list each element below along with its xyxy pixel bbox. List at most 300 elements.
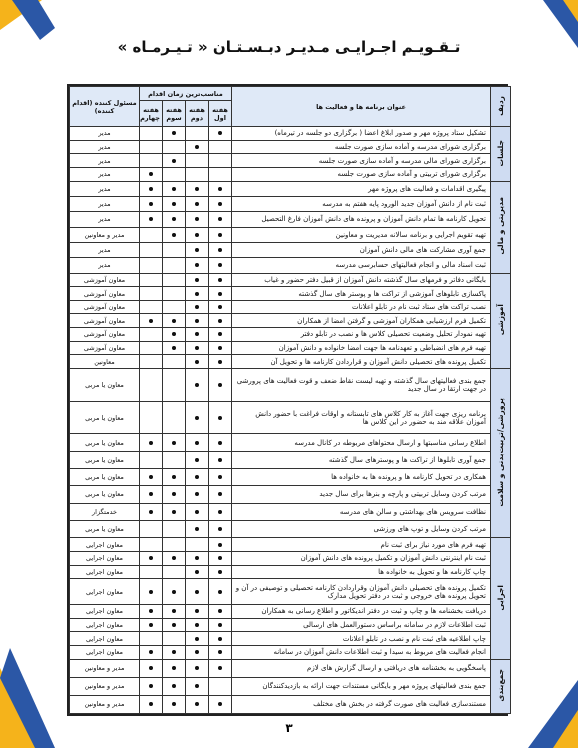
week-2-cell	[186, 503, 209, 520]
week-4-cell	[140, 695, 163, 713]
responsible-cell: مدیر و معاونین	[70, 659, 140, 677]
scheduled-dot-icon	[218, 650, 222, 654]
week-4-cell	[140, 287, 163, 301]
activity-cell: جمع آوری مشارکت های مالی دانش آموزان	[232, 242, 491, 257]
week-3-cell	[163, 451, 186, 468]
scheduled-dot-icon	[218, 702, 222, 706]
activity-cell: جمع بندی فعالیتهای پروژه مهر و بایگانی مستندات جهت ارائه به بازدیدکنندگان	[232, 677, 491, 695]
activity-cell: مرتب کردن وسایل تربیتی و پارچه و بنرها برای سال جدید	[232, 486, 491, 503]
week-4-cell	[140, 538, 163, 552]
week-1-cell	[209, 227, 232, 242]
responsible-cell: مدیر	[70, 258, 140, 273]
scheduled-dot-icon	[218, 609, 222, 613]
responsible-cell: معاون یا مربی	[70, 451, 140, 468]
week-3-cell	[163, 469, 186, 486]
table-row	[70, 341, 511, 355]
week-1-cell	[209, 314, 232, 328]
week-3-cell	[163, 520, 186, 537]
week-1-cell	[209, 451, 232, 468]
scheduled-dot-icon	[149, 609, 153, 613]
bottom-right-decoration	[518, 680, 578, 748]
responsible-cell: معاون آموزشی	[70, 314, 140, 328]
scheduled-dot-icon	[195, 556, 199, 560]
week-3-cell	[163, 154, 186, 168]
responsible-cell: مدیر	[70, 127, 140, 141]
scheduled-dot-icon	[195, 360, 199, 364]
responsible-cell: معاون آموزشی	[70, 273, 140, 287]
table-row	[70, 287, 511, 301]
scheduled-dot-icon	[172, 202, 176, 206]
week-3-cell	[163, 618, 186, 632]
week-2-cell	[186, 227, 209, 242]
week-4-cell	[140, 632, 163, 646]
week-2-cell	[186, 520, 209, 537]
week-2-cell	[186, 469, 209, 486]
week-3-cell	[163, 695, 186, 713]
week-2-cell	[186, 181, 209, 196]
header-time-group: مناسب‌ترین زمان اقدام	[140, 87, 232, 101]
table-row	[70, 196, 511, 211]
week-2-cell	[186, 434, 209, 451]
scheduled-dot-icon	[195, 217, 199, 221]
scheduled-dot-icon	[172, 702, 176, 706]
scheduled-dot-icon	[172, 233, 176, 237]
category-label: پرورشی/تربیت‌بدنی و سلامت	[491, 369, 511, 538]
scheduled-dot-icon	[195, 492, 199, 496]
week-3-cell	[163, 140, 186, 154]
week-4-cell	[140, 579, 163, 605]
week-1-cell	[209, 242, 232, 257]
table-row	[70, 503, 511, 520]
scheduled-dot-icon	[195, 609, 199, 613]
week-1-cell	[209, 695, 232, 713]
week-3-cell	[163, 328, 186, 342]
week-2-cell	[186, 645, 209, 659]
week-2-cell	[186, 242, 209, 257]
week-1-cell	[209, 503, 232, 520]
responsible-cell: معاون اجرایی	[70, 538, 140, 552]
activity-cell: تهیه تقویم اجرایی و برنامه سالانه مدیریت و معاونین	[232, 227, 491, 242]
week-2-cell	[186, 167, 209, 181]
scheduled-dot-icon	[172, 666, 176, 670]
week-3-cell	[163, 287, 186, 301]
activity-cell: ثبت اطلاعات لازم در سامانه براساس دستورالعمل های ارسالی	[232, 618, 491, 632]
table-row	[70, 369, 511, 402]
activity-cell: ثبت نام اینترنتی دانش آموزان و تکمیل پرونده های دانش آموزان	[232, 551, 491, 565]
table-row	[70, 538, 511, 552]
scheduled-dot-icon	[218, 441, 222, 445]
week-1-cell	[209, 273, 232, 287]
table-row	[70, 604, 511, 618]
activity-cell: تهیه نمودار تحلیل وضعیت تحصیلی کلاس ها و نصب در تابلو دفتر	[232, 328, 491, 342]
scheduled-dot-icon	[149, 172, 153, 176]
week-1-cell	[209, 565, 232, 579]
activity-cell: همکاری در تحویل کارنامه ها و پرونده ها به خانواده ها	[232, 469, 491, 486]
scheduled-dot-icon	[218, 416, 222, 420]
week-3-cell	[163, 551, 186, 565]
week-4-cell	[140, 181, 163, 196]
header-week-1: هفته اول	[209, 101, 232, 127]
week-4-cell	[140, 355, 163, 369]
header-week-3: هفته سوم	[163, 101, 186, 127]
table-row	[70, 401, 511, 434]
week-3-cell	[163, 434, 186, 451]
scheduled-dot-icon	[195, 637, 199, 641]
week-2-cell	[186, 355, 209, 369]
responsible-cell: معاون آموزشی	[70, 300, 140, 314]
activity-cell: تهیه فرم های مورد نیاز برای ثبت نام	[232, 538, 491, 552]
activity-cell: جمع بندی فعالیتهای سال گذشته و تهیه لیست نقاط ضعف و قوت فعالیت های پرورشی در جهت ارتقا در سال جدید	[232, 369, 491, 402]
week-1-cell	[209, 287, 232, 301]
responsible-cell: معاون اجرایی	[70, 618, 140, 632]
week-1-cell	[209, 212, 232, 227]
scheduled-dot-icon	[218, 510, 222, 514]
scheduled-dot-icon	[149, 217, 153, 221]
scheduled-dot-icon	[218, 217, 222, 221]
activity-cell: مستندسازی فعالیت های صورت گرفته در بخش های مختلف	[232, 695, 491, 713]
responsible-cell: معاون یا مربی	[70, 434, 140, 451]
week-4-cell	[140, 328, 163, 342]
table-row	[70, 677, 511, 695]
scheduled-dot-icon	[195, 292, 199, 296]
week-4-cell	[140, 604, 163, 618]
scheduled-dot-icon	[149, 684, 153, 688]
category-label: جمع‌بندی	[491, 659, 511, 713]
week-4-cell	[140, 341, 163, 355]
scheduled-dot-icon	[218, 233, 222, 237]
responsible-cell: معاون اجرایی	[70, 565, 140, 579]
week-3-cell	[163, 538, 186, 552]
activity-cell: برنامه ریزی جهت آغاز به کار کلاس های تابستانه و اوقات فراغت با حضور دانش آموزان علاقه مند به حضور در این کلاس ها	[232, 401, 491, 434]
scheduled-dot-icon	[195, 145, 199, 149]
week-4-cell	[140, 434, 163, 451]
scheduled-dot-icon	[149, 650, 153, 654]
week-4-cell	[140, 258, 163, 273]
responsible-cell: مدیر	[70, 212, 140, 227]
week-4-cell	[140, 154, 163, 168]
week-2-cell	[186, 486, 209, 503]
week-1-cell	[209, 181, 232, 196]
scheduled-dot-icon	[218, 319, 222, 323]
week-4-cell	[140, 677, 163, 695]
scheduled-dot-icon	[195, 383, 199, 387]
table-row	[70, 659, 511, 677]
week-4-cell	[140, 551, 163, 565]
week-4-cell	[140, 520, 163, 537]
week-1-cell	[209, 434, 232, 451]
scheduled-dot-icon	[218, 383, 222, 387]
week-1-cell	[209, 659, 232, 677]
scheduled-dot-icon	[195, 346, 199, 350]
table-row	[70, 520, 511, 537]
category-label: اجرایی	[491, 538, 511, 659]
header-week-4: هفته چهارم	[140, 101, 163, 127]
activity-cell: پاسخگویی به بخشنامه های دریافتی و ارسال گزارش های لازم	[232, 659, 491, 677]
scheduled-dot-icon	[218, 263, 222, 267]
activity-cell: چاپ اطلاعیه های ثبت نام و نصب در تابلو اعلانات	[232, 632, 491, 646]
week-2-cell	[186, 140, 209, 154]
scheduled-dot-icon	[218, 458, 222, 462]
responsible-cell: معاون اجرایی	[70, 604, 140, 618]
scheduled-dot-icon	[195, 570, 199, 574]
responsible-cell: معاونین	[70, 355, 140, 369]
scheduled-dot-icon	[218, 346, 222, 350]
table-row	[70, 242, 511, 257]
table-row	[70, 212, 511, 227]
responsible-cell: معاون آموزشی	[70, 341, 140, 355]
scheduled-dot-icon	[172, 492, 176, 496]
week-2-cell	[186, 287, 209, 301]
scheduled-dot-icon	[172, 332, 176, 336]
week-2-cell	[186, 212, 209, 227]
scheduled-dot-icon	[172, 346, 176, 350]
week-2-cell	[186, 328, 209, 342]
week-2-cell	[186, 196, 209, 211]
week-2-cell	[186, 451, 209, 468]
activity-cell: تشکیل ستاد پروژه مهر و صدور ابلاغ اعضا ( برگزاری دو جلسه در تیرماه)	[232, 127, 491, 141]
table-row	[70, 434, 511, 451]
responsible-cell: مدیر	[70, 154, 140, 168]
scheduled-dot-icon	[195, 332, 199, 336]
week-2-cell	[186, 604, 209, 618]
scheduled-dot-icon	[195, 702, 199, 706]
responsible-cell: معاون اجرایی	[70, 579, 140, 605]
week-2-cell	[186, 632, 209, 646]
scheduled-dot-icon	[149, 666, 153, 670]
week-1-cell	[209, 341, 232, 355]
week-1-cell	[209, 579, 232, 605]
week-1-cell	[209, 538, 232, 552]
table-row	[70, 300, 511, 314]
week-1-cell	[209, 369, 232, 402]
page-title: تـقـویـم اجـرایـی مـدیـر دبـسـتـان « تـیـرمـاه »	[117, 38, 461, 56]
week-1-cell	[209, 355, 232, 369]
responsible-cell: مدیر	[70, 181, 140, 196]
scheduled-dot-icon	[149, 492, 153, 496]
scheduled-dot-icon	[218, 292, 222, 296]
scheduled-dot-icon	[149, 187, 153, 191]
scheduled-dot-icon	[218, 556, 222, 560]
week-2-cell	[186, 695, 209, 713]
activity-cell: تحویل کارنامه ها تمام دانش آموزان و پرونده های دانش آموزان فارغ التحصیل	[232, 212, 491, 227]
table-row	[70, 154, 511, 168]
scheduled-dot-icon	[149, 441, 153, 445]
week-4-cell	[140, 242, 163, 257]
week-3-cell	[163, 341, 186, 355]
week-3-cell	[163, 369, 186, 402]
table-row	[70, 551, 511, 565]
week-4-cell	[140, 227, 163, 242]
week-4-cell	[140, 196, 163, 211]
week-4-cell	[140, 369, 163, 402]
week-4-cell	[140, 167, 163, 181]
week-3-cell	[163, 579, 186, 605]
week-3-cell	[163, 300, 186, 314]
scheduled-dot-icon	[218, 202, 222, 206]
week-3-cell	[163, 167, 186, 181]
table-row	[70, 469, 511, 486]
week-4-cell	[140, 451, 163, 468]
scheduled-dot-icon	[172, 159, 176, 163]
week-4-cell	[140, 273, 163, 287]
scheduled-dot-icon	[195, 416, 199, 420]
scheduled-dot-icon	[149, 202, 153, 206]
scheduled-dot-icon	[218, 543, 222, 547]
activity-cell: برگزاری شورای مدرسه و آماده سازی صورت جلسه	[232, 140, 491, 154]
week-1-cell	[209, 551, 232, 565]
scheduled-dot-icon	[172, 609, 176, 613]
week-3-cell	[163, 242, 186, 257]
week-4-cell	[140, 300, 163, 314]
scheduled-dot-icon	[195, 527, 199, 531]
week-1-cell	[209, 167, 232, 181]
category-label: جلسات	[491, 127, 511, 182]
responsible-cell: معاون اجرایی	[70, 645, 140, 659]
scheduled-dot-icon	[149, 319, 153, 323]
activity-cell: دریافت بخشنامه ها و چاپ و ثبت در دفتر اندیکاتور و اطلاع رسانی به همکاران	[232, 604, 491, 618]
activity-cell: برگزاری شورای تربیتی و آماده سازی صورت جلسه	[232, 167, 491, 181]
table-row	[70, 328, 511, 342]
scheduled-dot-icon	[195, 278, 199, 282]
week-4-cell	[140, 565, 163, 579]
week-1-cell	[209, 618, 232, 632]
week-4-cell	[140, 127, 163, 141]
week-4-cell	[140, 486, 163, 503]
scheduled-dot-icon	[218, 475, 222, 479]
week-3-cell	[163, 212, 186, 227]
week-3-cell	[163, 127, 186, 141]
scheduled-dot-icon	[172, 441, 176, 445]
week-2-cell	[186, 341, 209, 355]
week-1-cell	[209, 154, 232, 168]
week-2-cell	[186, 314, 209, 328]
table-row	[70, 258, 511, 273]
scheduled-dot-icon	[172, 131, 176, 135]
table-row	[70, 565, 511, 579]
scheduled-dot-icon	[195, 666, 199, 670]
scheduled-dot-icon	[218, 360, 222, 364]
activity-cell: اطلاع رسانی مناسبتها و ارسال محتواهای مربوطه در کانال مدرسه	[232, 434, 491, 451]
week-1-cell	[209, 632, 232, 646]
week-4-cell	[140, 140, 163, 154]
scheduled-dot-icon	[195, 187, 199, 191]
responsible-cell: معاون اجرایی	[70, 551, 140, 565]
week-3-cell	[163, 486, 186, 503]
scheduled-dot-icon	[195, 441, 199, 445]
table-row	[70, 632, 511, 646]
scheduled-dot-icon	[149, 702, 153, 706]
week-3-cell	[163, 258, 186, 273]
week-3-cell	[163, 677, 186, 695]
scheduled-dot-icon	[195, 458, 199, 462]
activity-cell: انجام فعالیت های مربوط به سیدا و ثبت اطلاعات دانش آموزان در سامانه	[232, 645, 491, 659]
responsible-cell: معاون یا مربی	[70, 469, 140, 486]
scheduled-dot-icon	[218, 527, 222, 531]
responsible-cell: معاون یا مربی	[70, 520, 140, 537]
scheduled-dot-icon	[195, 684, 199, 688]
week-4-cell	[140, 503, 163, 520]
scheduled-dot-icon	[195, 248, 199, 252]
activity-cell: برگزاری شورای مالی مدرسه و آماده سازی صورت جلسه	[232, 154, 491, 168]
scheduled-dot-icon	[218, 492, 222, 496]
scheduled-dot-icon	[172, 217, 176, 221]
responsible-cell: مدیر و معاونین	[70, 227, 140, 242]
scheduled-dot-icon	[195, 590, 199, 594]
responsible-cell: مدیر	[70, 242, 140, 257]
week-1-cell	[209, 604, 232, 618]
scheduled-dot-icon	[172, 590, 176, 594]
week-2-cell	[186, 565, 209, 579]
week-2-cell	[186, 300, 209, 314]
week-2-cell	[186, 579, 209, 605]
top-right-decoration	[518, 0, 578, 60]
week-4-cell	[140, 401, 163, 434]
scheduled-dot-icon	[195, 233, 199, 237]
week-4-cell	[140, 645, 163, 659]
activity-cell: چاپ کارنامه ها و تحویل به خانواده ها	[232, 565, 491, 579]
week-1-cell	[209, 196, 232, 211]
scheduled-dot-icon	[195, 305, 199, 309]
scheduled-dot-icon	[149, 590, 153, 594]
week-3-cell	[163, 565, 186, 579]
scheduled-dot-icon	[218, 590, 222, 594]
table-row	[70, 167, 511, 181]
scheduled-dot-icon	[218, 623, 222, 627]
week-1-cell	[209, 328, 232, 342]
activity-cell: تکمیل فرم ارزشیابی همکاران آموزشی و گرفتن امضا از همکاران	[232, 314, 491, 328]
scheduled-dot-icon	[149, 510, 153, 514]
week-2-cell	[186, 401, 209, 434]
week-2-cell	[186, 677, 209, 695]
table-row	[70, 314, 511, 328]
header-row-number: ردیف	[491, 87, 511, 127]
scheduled-dot-icon	[195, 202, 199, 206]
activity-cell: پاکسازی تابلوهای آموزشی از تراکت ها و پوستر های سال گذشته	[232, 287, 491, 301]
scheduled-dot-icon	[172, 556, 176, 560]
calendar-table	[67, 84, 508, 716]
week-4-cell	[140, 314, 163, 328]
responsible-cell: مدیر	[70, 196, 140, 211]
week-3-cell	[163, 659, 186, 677]
category-label: آموزشی	[491, 273, 511, 368]
table-row	[70, 140, 511, 154]
scheduled-dot-icon	[172, 510, 176, 514]
week-1-cell	[209, 140, 232, 154]
scheduled-dot-icon	[195, 263, 199, 267]
week-4-cell	[140, 212, 163, 227]
week-4-cell	[140, 469, 163, 486]
scheduled-dot-icon	[149, 556, 153, 560]
scheduled-dot-icon	[172, 475, 176, 479]
header-activity: عنوان برنامه ها و فعالیت ها	[232, 87, 491, 127]
scheduled-dot-icon	[195, 475, 199, 479]
scheduled-dot-icon	[218, 637, 222, 641]
scheduled-dot-icon	[218, 305, 222, 309]
week-3-cell	[163, 604, 186, 618]
scheduled-dot-icon	[172, 684, 176, 688]
activity-cell: تهیه فرم های انضباطی و تعهدنامه ها جهت امضا خانواده و دانش آموزان	[232, 341, 491, 355]
calendar-body	[70, 127, 511, 714]
activity-cell: پیگیری اقدامات و فعالیت های پروژه مهر	[232, 181, 491, 196]
table-row	[70, 486, 511, 503]
week-3-cell	[163, 503, 186, 520]
week-2-cell	[186, 258, 209, 273]
responsible-cell: مدیر	[70, 167, 140, 181]
scheduled-dot-icon	[172, 650, 176, 654]
week-4-cell	[140, 659, 163, 677]
activity-cell: تکمیل پرونده های تحصیلی دانش آموزان و قراردادن کارنامه ها و تحویل آن	[232, 355, 491, 369]
scheduled-dot-icon	[218, 187, 222, 191]
